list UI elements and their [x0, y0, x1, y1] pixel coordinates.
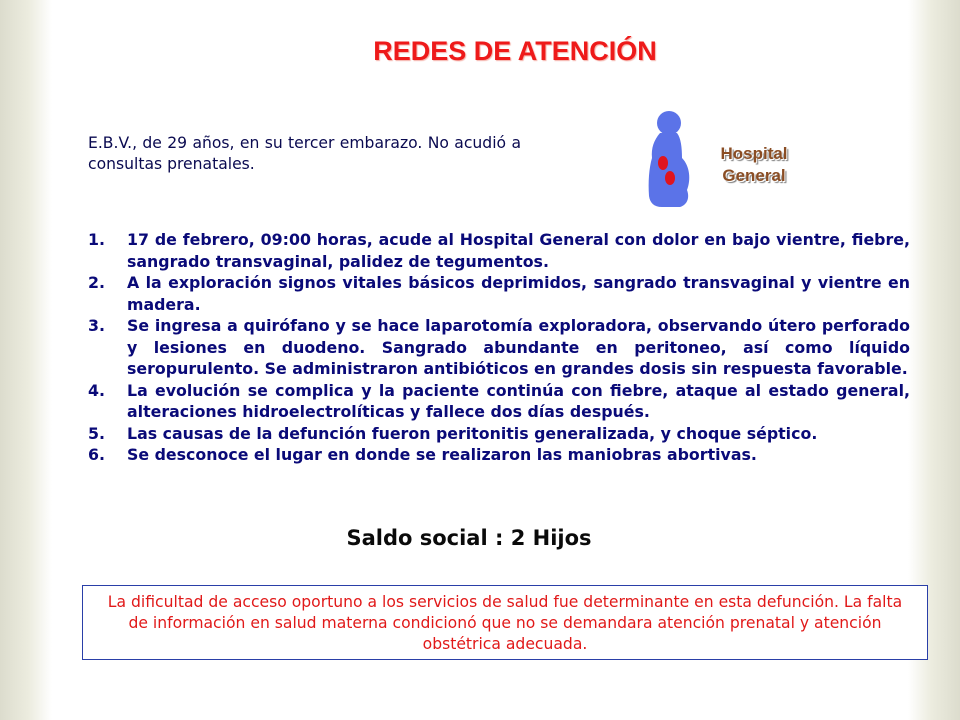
pregnant-woman-icon: [644, 110, 692, 208]
pregnant-woman-graphic: [644, 110, 692, 208]
list-item-number: 4.: [88, 380, 105, 400]
hospital-label: [706, 143, 802, 187]
figure-body: [649, 133, 690, 207]
list-item-text: Se ingresa a quirófano y se hace laparotomía exploradora, observando útero perforado y lesiones en duodeno. Sangrado abundante en peritoneo, así como líquido seropurulento. Se administraron antibióticos en grandes dosis sin respuesta favorable.: [127, 316, 910, 378]
marker-upper: [658, 156, 668, 170]
list-item-number: 1.: [88, 230, 105, 249]
hospital-label-line1: Hospital: [720, 144, 788, 163]
slide-title: REDES DE ATENCIÓN: [373, 36, 657, 66]
list-item-text: Las causas de la defunción fueron peritonitis generalizada, y choque séptico.: [127, 423, 818, 443]
list-item-number: 5.: [88, 423, 105, 443]
events-list: [88, 229, 910, 466]
social-balance: Saldo social : 2 Hijos: [346, 526, 592, 550]
list-item: [88, 444, 910, 466]
list-item-text: A la exploración signos vitales básicos deprimidos, sangrado transvaginal y vientre en madera.: [127, 273, 910, 314]
hospital-label-line2: General: [722, 166, 786, 185]
list-item: [88, 229, 910, 272]
list-item-number: 2.: [88, 273, 105, 292]
list-item: [88, 423, 910, 445]
patient-intro: E.B.V., de 29 años, en su tercer embarazo. No acudió a consultas prenatales.: [88, 134, 521, 173]
list-item-text: Se desconoce el lugar en donde se realizaron las maniobras abortivas.: [127, 445, 757, 464]
list-item: [88, 315, 910, 380]
marker-lower: [665, 171, 675, 185]
list-item: [88, 380, 910, 423]
list-item-number: 6.: [88, 445, 105, 464]
slide-frame-left: [0, 0, 52, 720]
conclusion-text: La dificultad de acceso oportuno a los servicios de salud fue determinante en esta defunción. La falta de información en salud materna condicionó que no se demandara atención prenatal y atención obstétrica adecuada.: [107, 593, 903, 653]
list-item-text: 17 de febrero, 09:00 horas, acude al Hospital General con dolor en bajo vientre, fiebre, sangrado transvaginal, palidez de tegumentos.: [127, 230, 910, 271]
list-item-text: La evolución se complica y la paciente continúa con fiebre, ataque al estado general, alteraciones hidroelectrolíticas y fallece dos días después.: [127, 380, 910, 421]
figure-head: [657, 111, 681, 135]
list-item: [88, 272, 910, 315]
list-item-number: 3.: [88, 316, 105, 335]
